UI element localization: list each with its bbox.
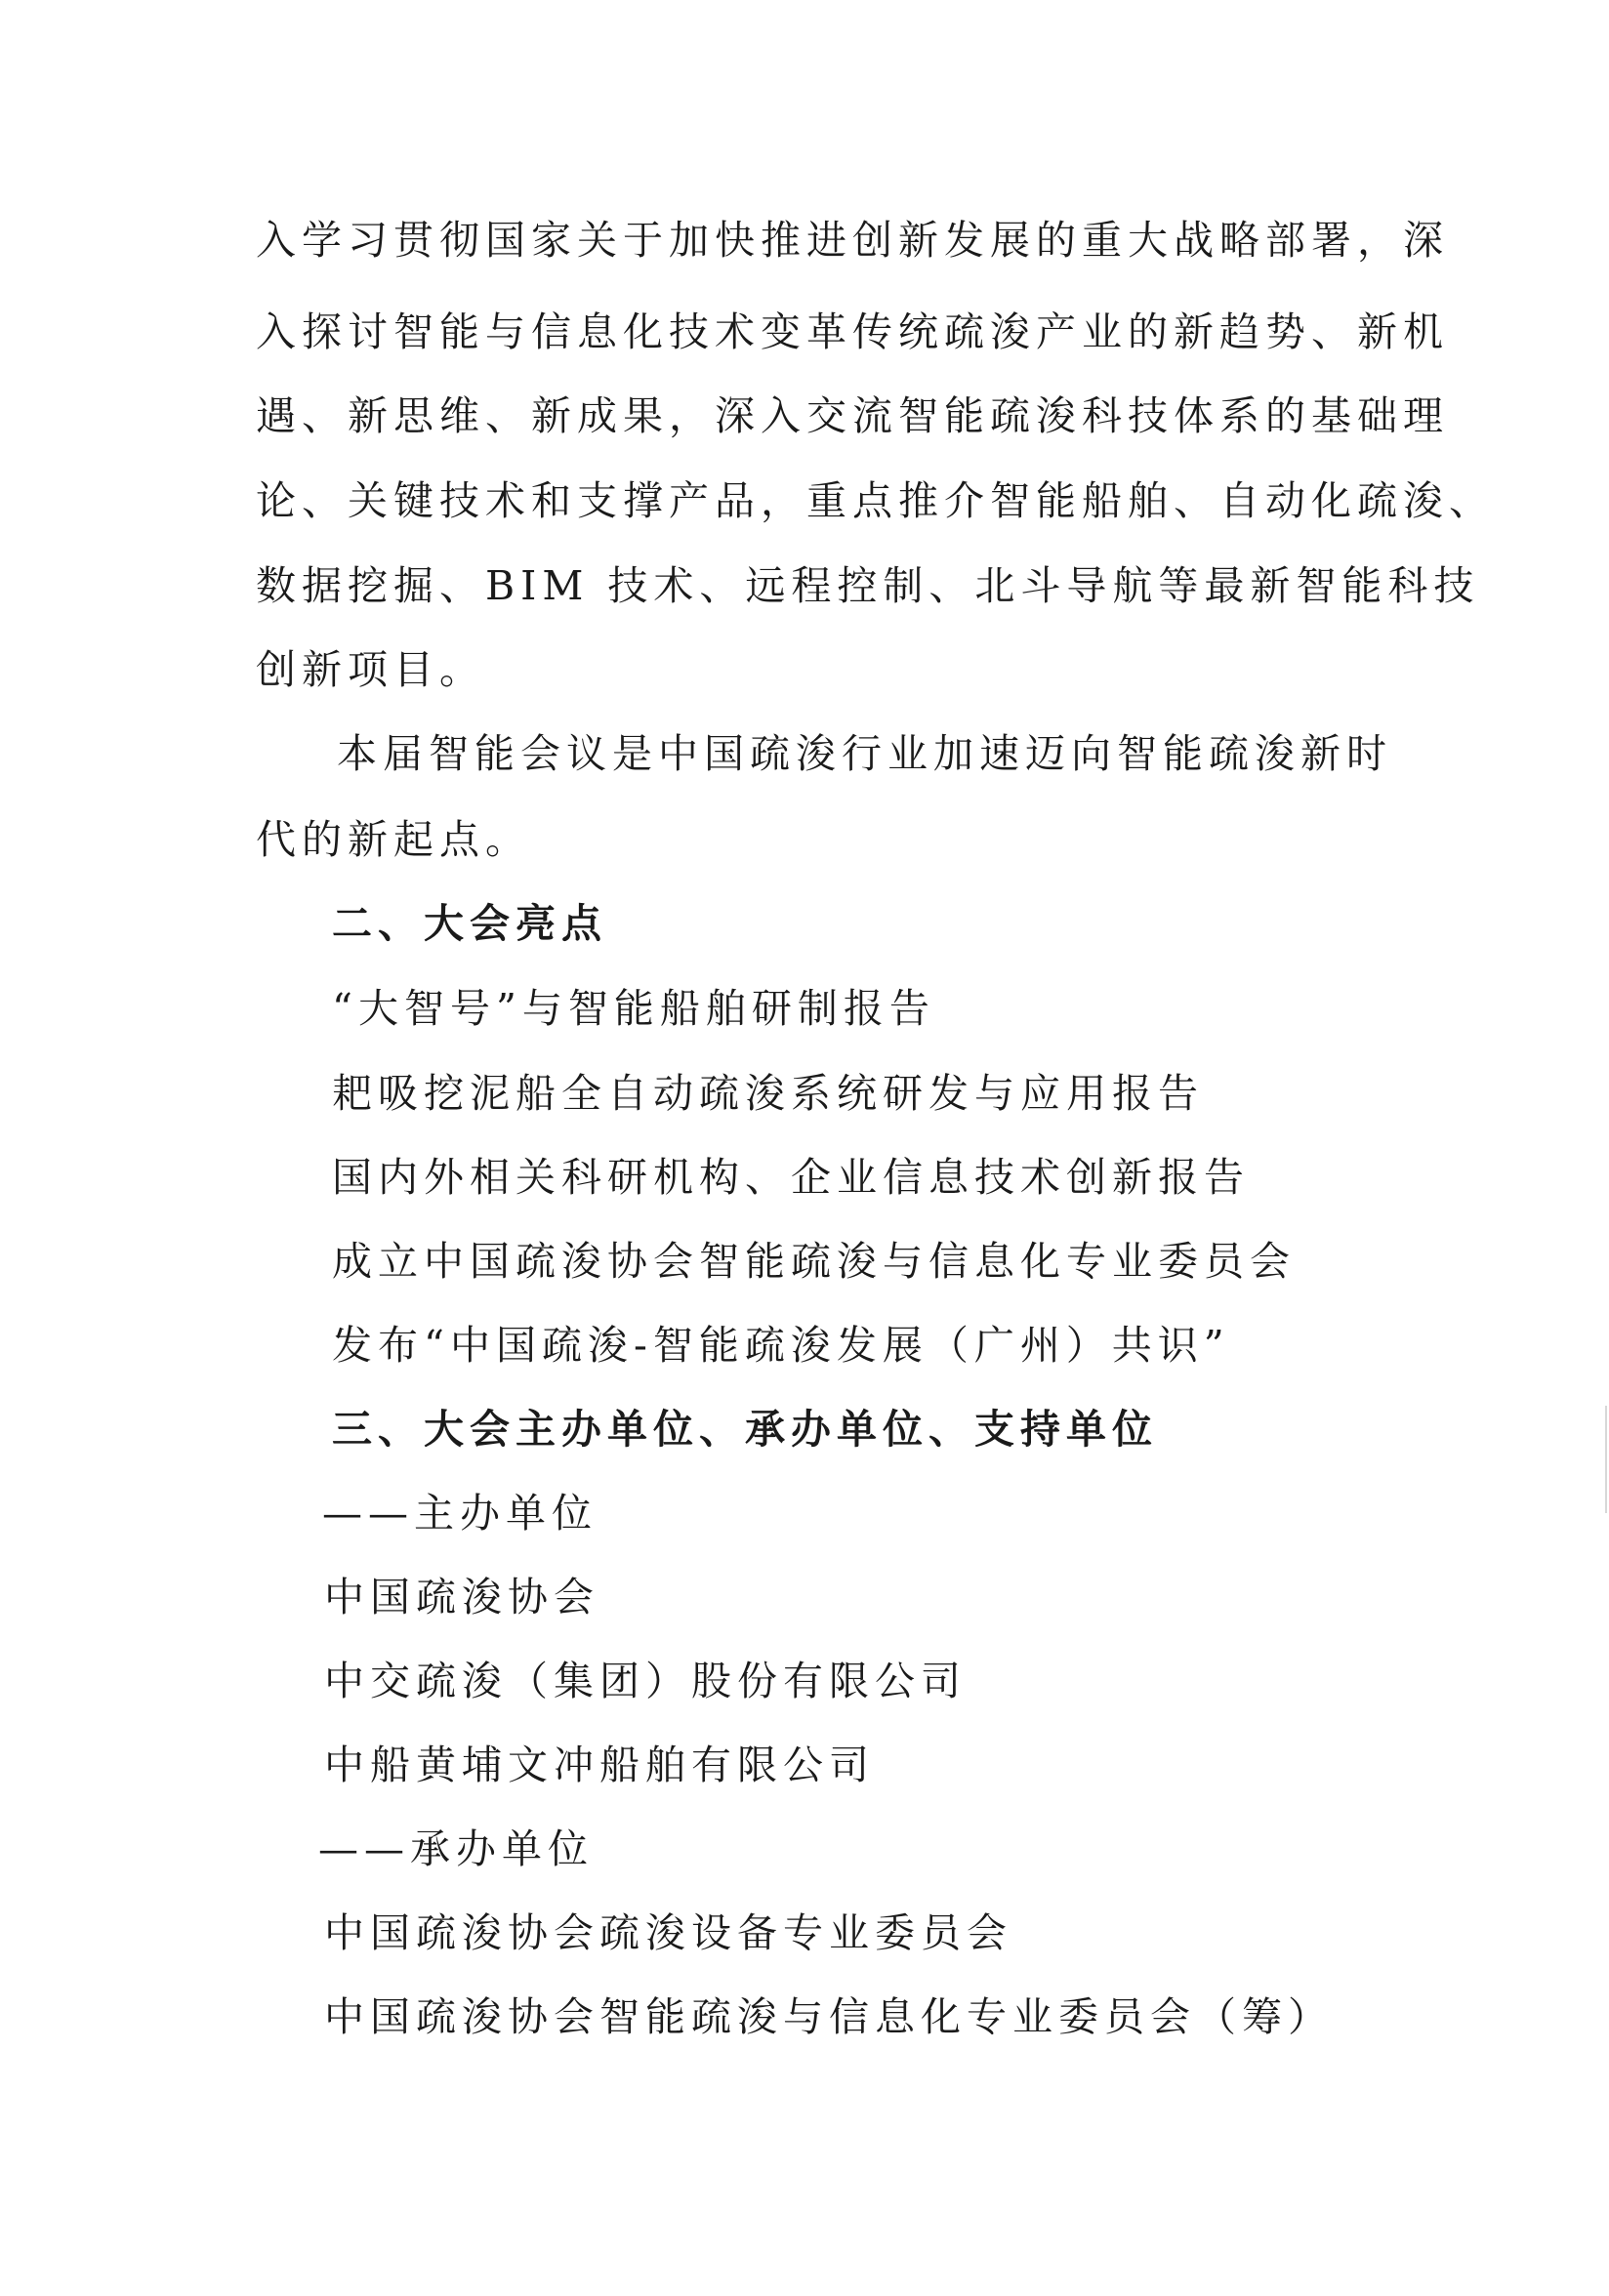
highlights-heading: 二、大会亮点 — [332, 900, 607, 947]
intro-line-6: 创新项目。 — [256, 646, 485, 693]
scan-edge-mark — [1605, 1406, 1607, 1513]
highlight-item: 发布“中国疏浚-智能疏浚发展（广州）共识” — [332, 1322, 1230, 1369]
highlight-item: “大智号”与智能船舶研制报告 — [332, 985, 935, 1032]
host-org: 中国疏浚协会 — [324, 1574, 599, 1620]
milestone-line-1: 本届智能会议是中国疏浚行业加速迈向智能疏浚新时 — [337, 730, 1392, 777]
intro-line-2: 入探讨智能与信息化技术变革传统疏浚产业的新趋势、新机 — [256, 308, 1449, 355]
highlight-item: 耙吸挖泥船全自动疏浚系统研发与应用报告 — [332, 1070, 1204, 1117]
host-org: 中船黄埔文冲船舶有限公司 — [324, 1742, 875, 1788]
intro-line-5: 数据挖掘、BIM 技术、远程控制、北斗导航等最新智能科技 — [256, 562, 1480, 609]
intro-line-4: 论、关键技术和支撑产品，重点推介智能船舶、自动化疏浚、 — [256, 477, 1495, 524]
intro-line-3: 遇、新思维、新成果，深入交流智能疏浚科技体系的基础理 — [256, 392, 1449, 439]
organizers-heading: 三、大会主办单位、承办单位、支持单位 — [332, 1406, 1158, 1453]
undertaker-org: 中国疏浚协会疏浚设备专业委员会 — [324, 1909, 1012, 1956]
host-org: 中交疏浚（集团）股份有限公司 — [324, 1658, 967, 1704]
highlight-item: 成立中国疏浚协会智能疏浚与信息化专业委员会 — [332, 1238, 1296, 1285]
undertaker-org: 中国疏浚协会智能疏浚与信息化专业委员会（筹） — [324, 1993, 1334, 2040]
highlight-item: 国内外相关科研机构、企业信息技术创新报告 — [332, 1154, 1250, 1201]
intro-line-1: 入学习贯彻国家关于加快推进创新发展的重大战略部署，深 — [256, 217, 1449, 264]
milestone-line-2: 代的新起点。 — [256, 816, 531, 863]
undertaker-label: ——承办单位 — [318, 1825, 594, 1872]
host-label: ——主办单位 — [322, 1490, 598, 1537]
